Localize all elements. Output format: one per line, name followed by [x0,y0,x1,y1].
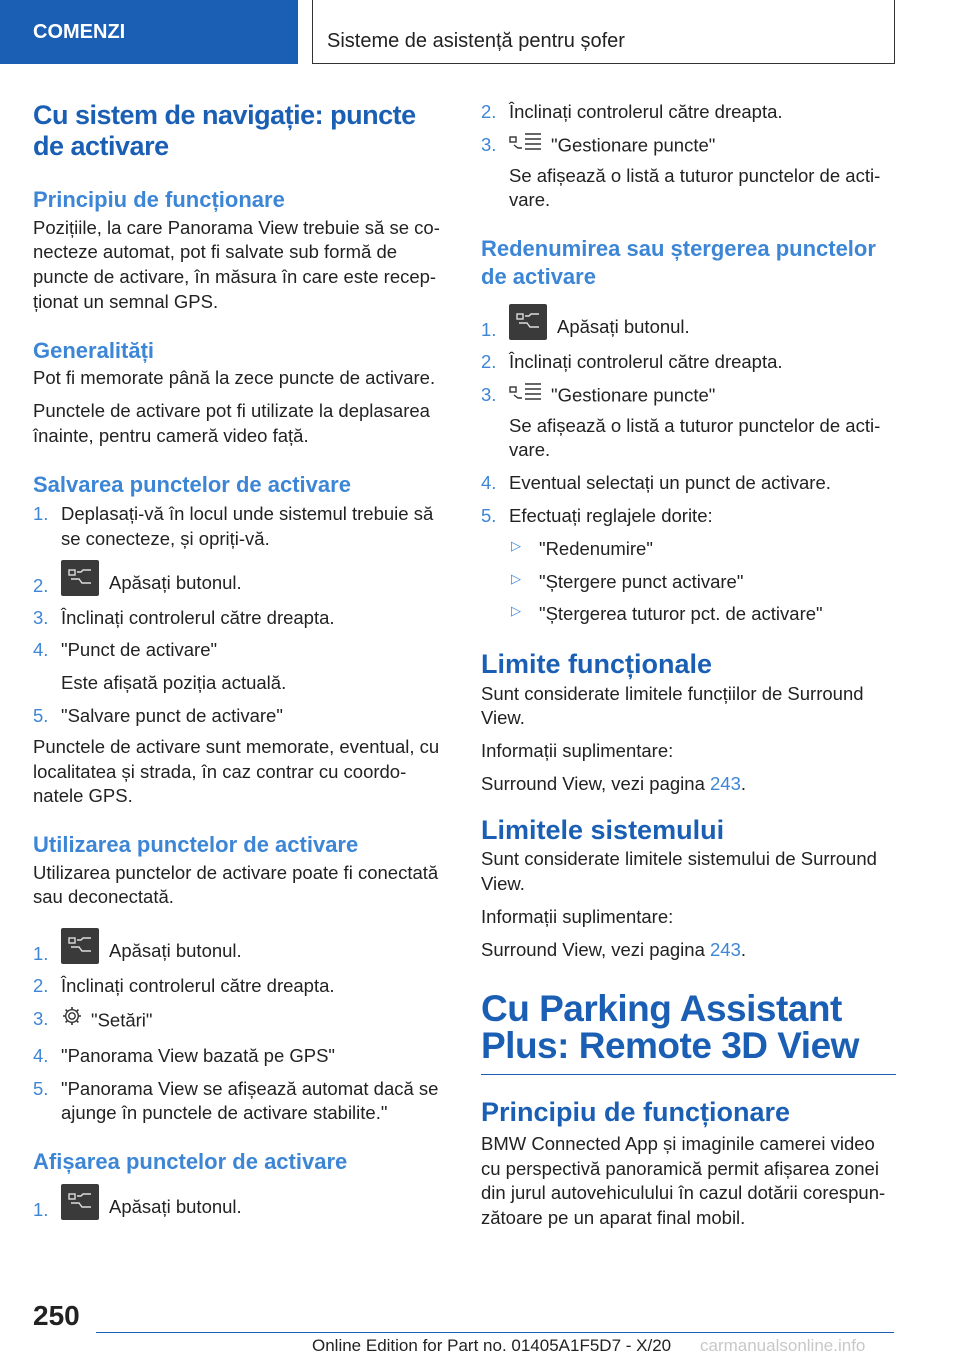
list-item: 5. Efectuați reglajele dorite: [481,505,713,527]
list-item: 5. "Salvare punct de activare" [33,704,283,726]
list-item: 3. "Setări" [33,1007,448,1036]
use-text: Utilizarea punctelor de activare poate fi conectată sau deconectată. [33,861,439,908]
heading-principle: Principiu de funcționare [33,187,285,213]
list-item: 2. Înclinați controlerul către dreapta. [33,975,335,997]
principle-text: Pozițiile, la care Panorama View trebuie să se co-necteze automat, pot fi salvate sub formă de puncte de activare, în măsura în care este recep-ționat un semnal GPS. [33,216,440,312]
heading-rename: Redenumirea sau ștergerea punctelor de activare [481,236,876,289]
manage-points-icon [509,381,543,408]
camera-button-icon [61,928,99,964]
heading-functional-limits: Limite funcționale [481,649,713,680]
chapter-title: Sisteme de asistență pentru șofer [312,0,895,64]
heading-principle-2: Principiu de funcționare [481,1097,791,1128]
save-note: Punctele de activare sunt memorate, eventual, cu localitatea și strada, în caz contrar cu coordo-natele GPS. [33,735,440,807]
heading-use: Utilizarea punctelor de activare [33,832,359,858]
heading-display: Afișarea punctelor de activare [33,1149,348,1175]
page-header [0,0,960,66]
camera-button-icon [61,560,99,596]
camera-button-icon [509,304,547,340]
heading-system-limits: Limitele sistemului [481,814,725,845]
display-steps [33,1190,448,1226]
list-item: 1. Apăsați butonul. [481,310,896,346]
manage-points-icon [509,131,543,158]
general-text-2: Punctele de activare pot fi utilizate la deplasarea înainte, pentru cameră video față. [33,400,430,446]
list-item: Se afișează o listă a tuturor punctelor de acti-vare. [509,164,881,211]
bullet-item: ▷ "Redenumire" [511,537,653,559]
list-item: 4. "Panorama View bazată pe GPS" [33,1044,336,1066]
list-item: 5. "Panorama View se afișează automat dacă se ajunge în punctele de activare stabilite." [33,1077,439,1124]
list-item: 2. Apăsați butonul. [33,566,448,602]
watermark: carmanualsonline.info [700,1336,866,1355]
info-label: Informații suplimentare: [481,740,674,762]
section-tab[interactable]: COMENZI [0,0,298,64]
use-steps [33,934,448,1126]
heading-save: Salvarea punctelor de activare [33,471,351,497]
list-item: 3. Înclinați controlerul către dreapta. [33,606,335,628]
heading-parking-assistant: Cu Parking Assistant Plus: Remote 3D View [481,988,859,1067]
footer-divider [96,1332,894,1333]
right-column [481,100,896,1231]
list-item: 4. Eventual selectați un punct de activare. [481,472,831,494]
list-item: 1. Apăsați butonul. [33,934,448,970]
info-label: Informații suplimentare: [481,905,674,927]
list-item: 2. Înclinați controlerul către dreapta. [481,101,783,122]
list-item: 1. Apăsați butonul. [33,1190,448,1226]
principle-text-2: BMW Connected App și imaginile camerei video cu perspectivă panoramică permit afișarea zonei din jurul autovehiculului în cazul dotării corespun-zătoare pe un aparat final mobil. [481,1132,886,1229]
list-item: 2. Înclinați controlerul către dreapta. [481,351,783,373]
list-item: Este afișată poziția actuală. [61,672,287,694]
list-item: 4. "Punct de activare" [33,639,218,661]
page-link[interactable]: 243 [710,773,741,794]
camera-button-icon [61,1184,99,1220]
bullet-item: ▷ "Ștergerea tuturor pct. de activare" [511,603,823,625]
page-number: 250 [33,1300,80,1331]
reference-text: Surround View, vezi pagina 243. [481,773,747,794]
reference-text: Surround View, vezi pagina 243. [481,938,747,960]
bullet-item: ▷ "Ștergere punct activare" [511,570,744,592]
heading-navigation: Cu sistem de navigație: puncte de activare [33,100,416,162]
rename-steps [481,310,896,627]
heading-general: Generalități [33,337,155,363]
list-item: Se afișează o listă a tuturor punctelor de acti-vare. [509,414,881,461]
page-link[interactable]: 243 [710,938,741,960]
list-item: 3. "Gestionare puncte" [481,383,896,410]
system-limits-text: Sunt considerate limitele sistemului de Surround View. [481,848,877,895]
settings-gear-icon [61,1005,83,1034]
left-column [33,100,448,1226]
display-steps-cont [481,100,896,213]
general-text-1: Pot fi memorate până la zece puncte de activare. [33,367,436,389]
list-item: 1. Deplasați-vă în locul unde sistemul trebuie să se conecteze, și opriți-vă. [33,503,434,549]
edition-text: Online Edition for Part no. 01405A1F5D7 - X/20 [312,1336,672,1355]
functional-limits-text: Sunt considerate limitele funcțiilor de Surround View. [481,682,864,729]
save-steps [33,502,448,729]
list-item: 3. "Gestionare puncte" [481,133,896,160]
